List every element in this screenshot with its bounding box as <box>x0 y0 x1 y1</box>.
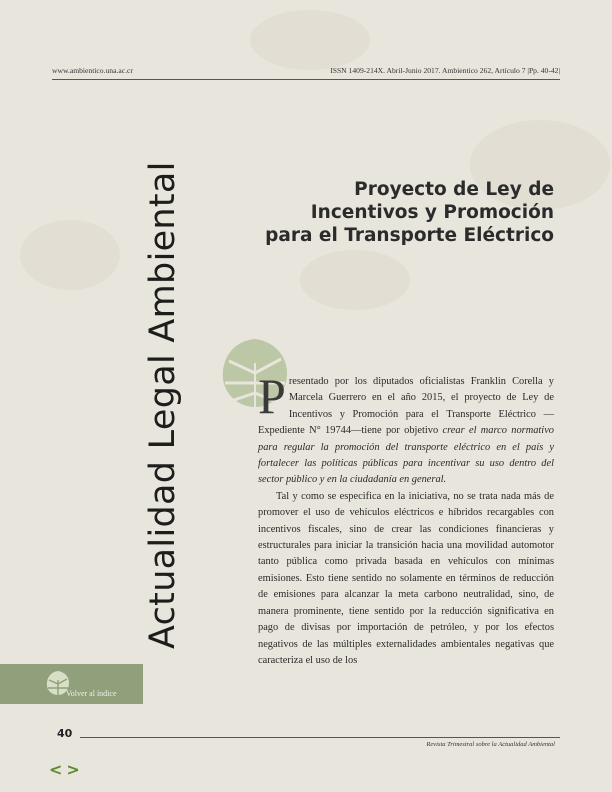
paragraph-italic-text: crear el marco normativo para regular la promoción del transporte eléctrico en el país y fortalecer las políticas públicas para incentivar su uso dentro del sector público y en la ciudadanía en general. <box>258 425 554 486</box>
back-to-index-button[interactable] <box>0 664 143 704</box>
article-title-line: para el Transporte Eléctrico <box>265 225 554 246</box>
paragraph-text: resentado por los diputados oficialistas Franklin Corella y Marcela Guerrero en el año 2015, el proyecto de Ley de Incentivos y Promoción para el Transporte Eléctrico —Expediente N° 19744—tiene por objetivo <box>258 376 554 437</box>
article-title <box>234 178 554 247</box>
back-to-index-label[interactable]: Volver al índice <box>66 689 117 698</box>
page-navigation <box>49 762 80 778</box>
header-url[interactable]: www.ambientico.una.ac.cr <box>52 66 133 75</box>
footer-divider <box>80 737 560 738</box>
article-title-line: Proyecto de Ley de <box>354 179 554 200</box>
previous-page-button[interactable]: < <box>49 760 63 779</box>
background-texture <box>300 250 410 310</box>
background-texture <box>250 10 370 70</box>
page-number: 40 <box>57 727 73 740</box>
paragraph <box>258 368 554 489</box>
page-header <box>52 66 560 75</box>
section-title: Actualidad Legal Ambiental <box>143 161 183 649</box>
paragraph: Tal y como se especifica en la iniciativa, no se trata nada más de promover el uso de vehículos eléctricos e híbridos recargables con incentivos fiscales, sino de crear las condiciones financieras y estructurales para iniciar la transición hacia una movilidad automotor tanto pública como privada basada en vehículos con mínimas emisiones. Esto tiene sentido no solamente en términos de reducción de emisiones para alcanzar la meta carbono neutralidad, sino, de manera prominente, tiene sentido por la reducción significativa en pago de divisas por importación de petróleo, y por los efectos negativos de las múltiples externalidades ambientales negativas que caracteriza el uso de los <box>258 490 554 666</box>
journal-name: Revista Trimestral sobre la Actualidad Ambiental <box>426 741 555 748</box>
article-title-line: Incentivos y Promoción <box>310 202 554 223</box>
header-divider <box>52 79 560 80</box>
header-issn: ISSN 1409-214X. Abril-Junio 2017. Ambientico 262, Artículo 7 |Pp. 40-42| <box>330 66 560 75</box>
article-body <box>258 368 554 669</box>
background-texture <box>20 220 120 290</box>
drop-cap: P <box>258 368 286 424</box>
next-page-button[interactable]: > <box>66 760 80 779</box>
